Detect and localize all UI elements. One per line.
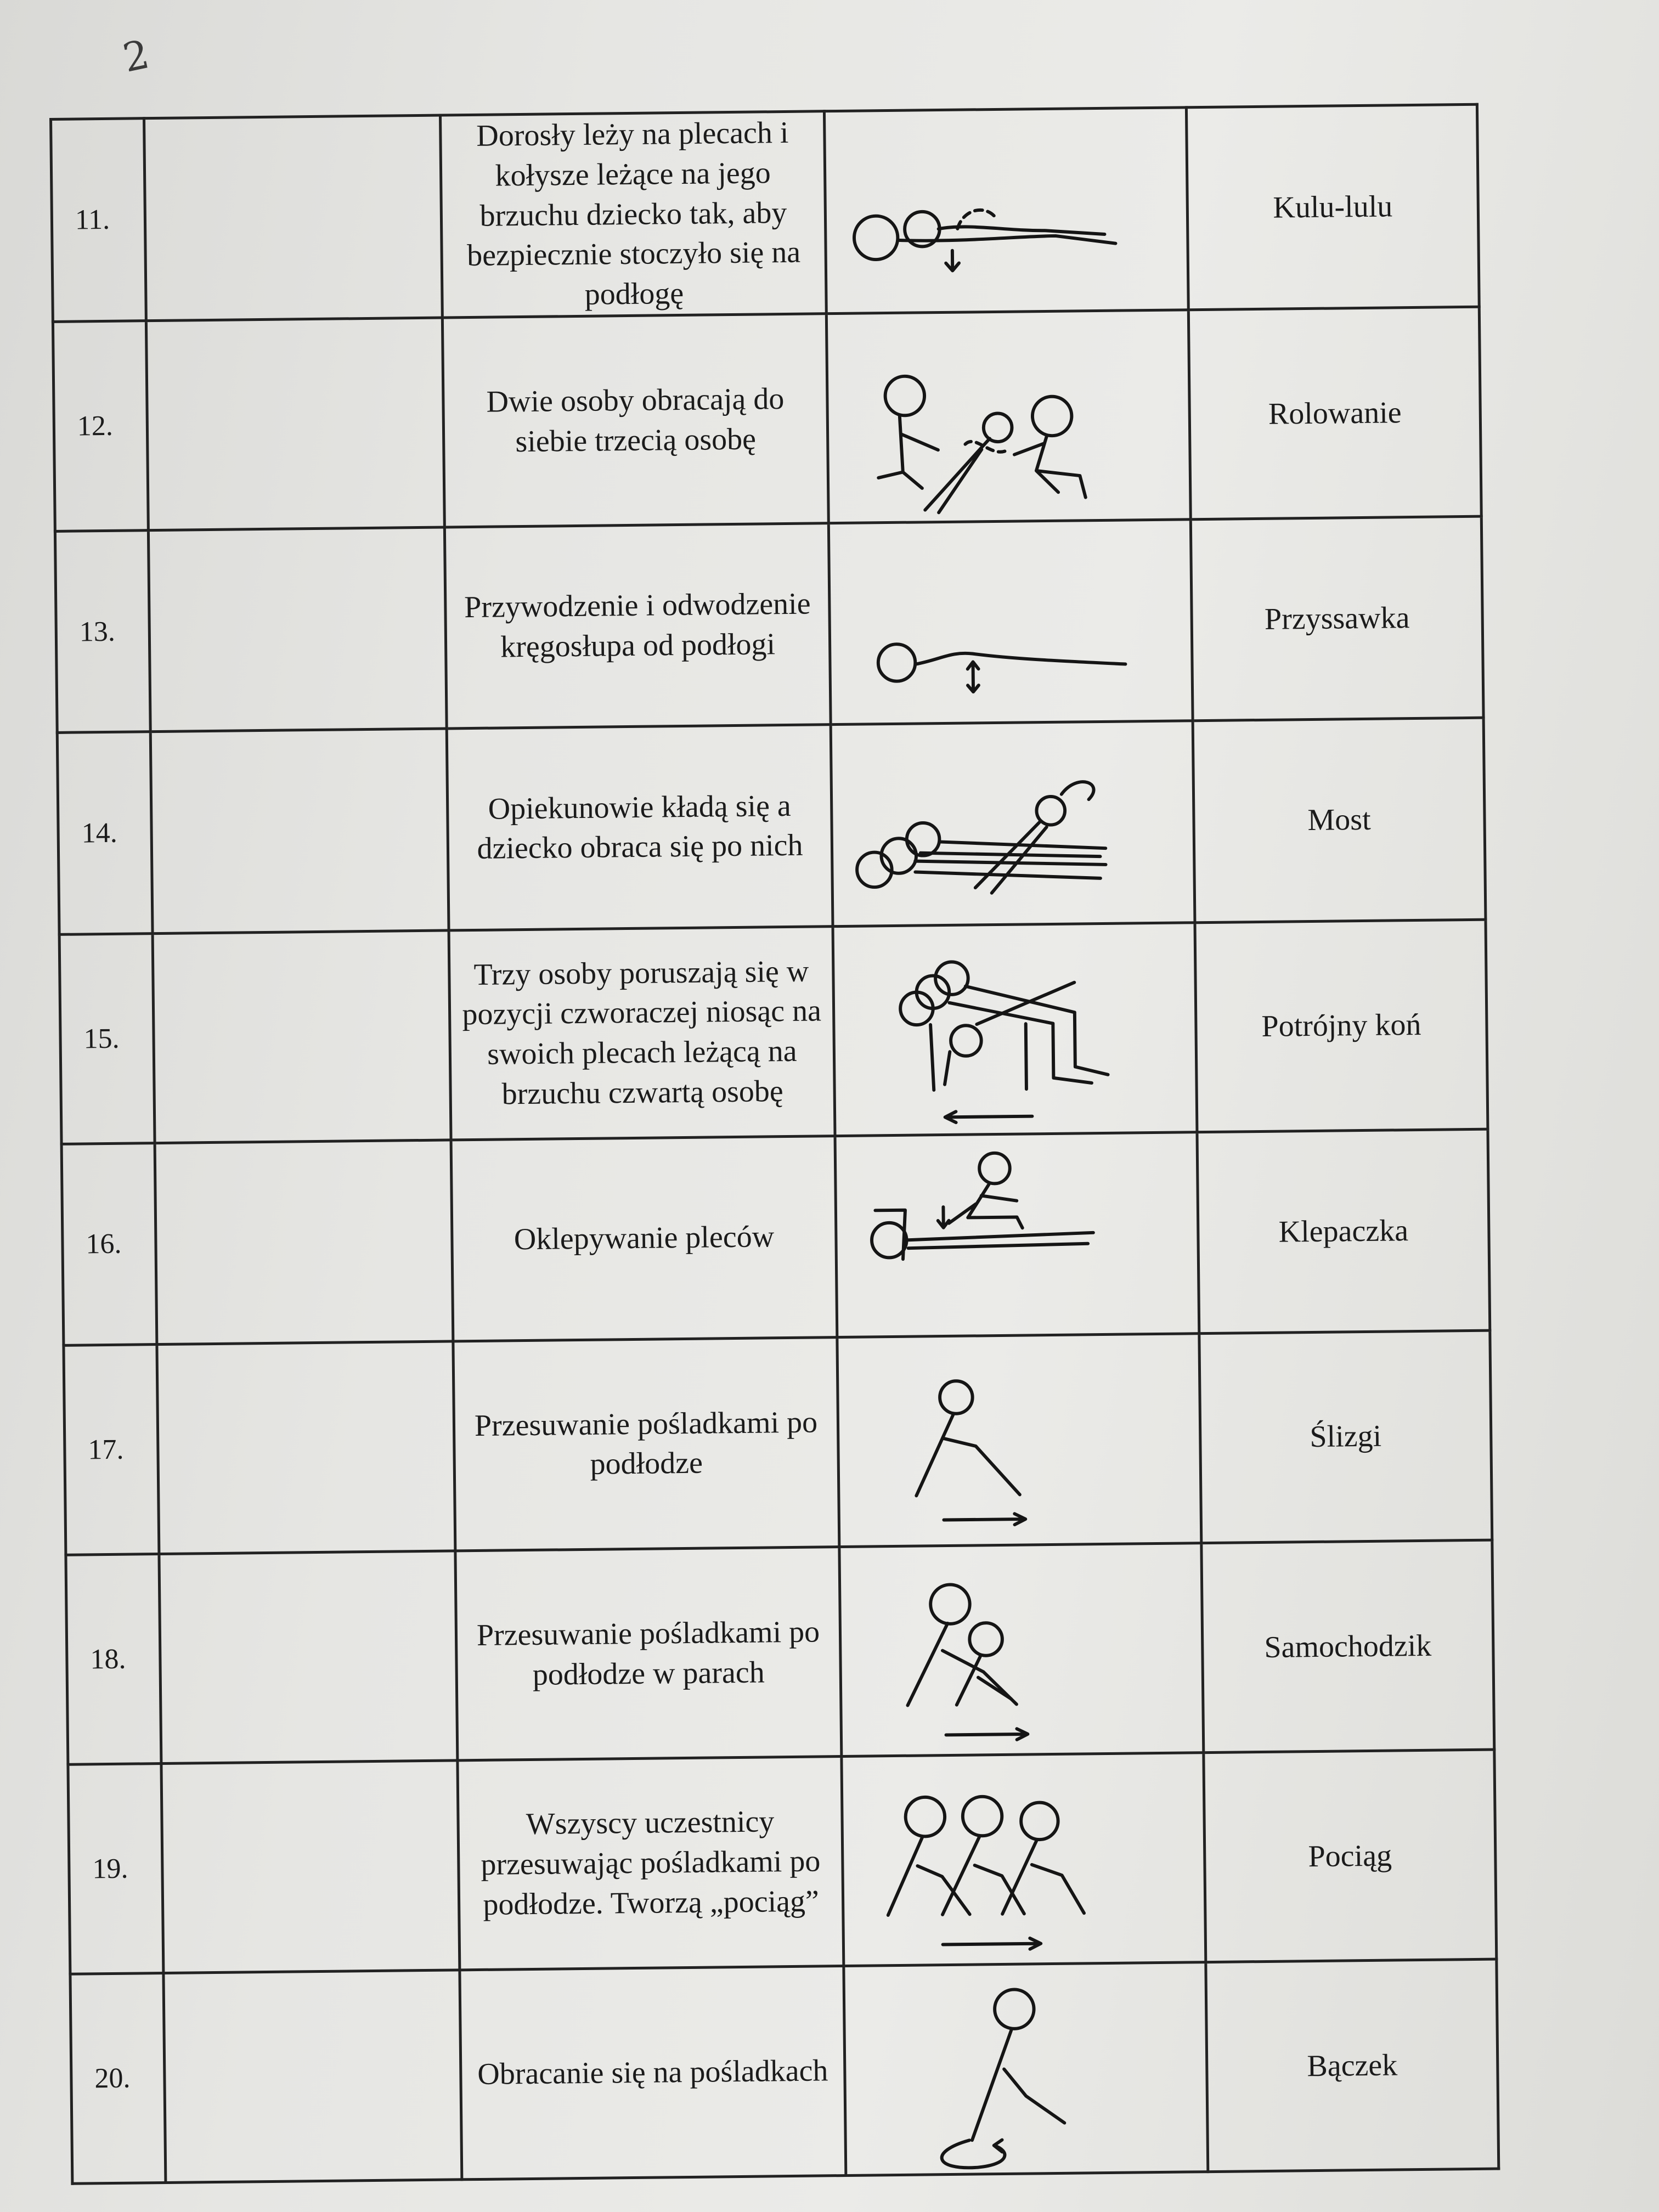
- exercise-description: Opiekunowie kładą się a dziecko obraca się po nich: [447, 725, 833, 930]
- exercise-name: Rolowanie: [1188, 307, 1481, 520]
- exercise-description: Oklepywanie pleców: [451, 1136, 837, 1341]
- buttock-slide-icon: [837, 1334, 1201, 1547]
- table-row: [51, 104, 1480, 321]
- empty-cell: [163, 1970, 462, 2183]
- back-patting-icon: [835, 1132, 1199, 1337]
- row-number: 19.: [68, 1764, 163, 1974]
- exercise-description: Obracanie się na pośladkach: [460, 1966, 846, 2180]
- exercise-name: Most: [1193, 718, 1486, 923]
- exercise-name: Pociąg: [1204, 1750, 1497, 1962]
- exercise-name: Kulu-lulu: [1186, 104, 1479, 310]
- table-row: [57, 718, 1486, 934]
- row-number: 14.: [57, 732, 153, 934]
- exercise-name: Potrójny koń: [1195, 919, 1488, 1132]
- table-row: [64, 1330, 1492, 1555]
- table-row: [68, 1750, 1497, 1974]
- exercise-name: Przyssawka: [1190, 516, 1483, 721]
- buttock-spin-icon: [844, 1962, 1208, 2176]
- exercise-description: Trzy osoby poruszają się w pozycji czworaczej niosąc na swoich plecach leżącą na brzuchu czwartą osobę: [449, 926, 835, 1139]
- empty-cell: [150, 729, 449, 933]
- pair-buttock-slide-icon: [839, 1543, 1204, 1757]
- empty-cell: [155, 1140, 453, 1345]
- exercise-description: Dwie osoby obracają do siebie trzecią osobę: [442, 314, 828, 527]
- lying-spine-lift-icon: [828, 520, 1193, 725]
- row-number: 18.: [66, 1554, 161, 1765]
- table-row: [55, 516, 1483, 732]
- empty-cell: [161, 1760, 460, 1973]
- exercise-description: Wszyscy uczestnicy przesuwając pośladkami po podłodze. Tworzą „pociąg”: [458, 1757, 844, 1970]
- empty-cell: [148, 527, 447, 732]
- table-row: [70, 1959, 1499, 2183]
- child-rolling-over-carers-icon: [831, 721, 1195, 926]
- empty-cell: [153, 930, 451, 1143]
- empty-cell: [159, 1551, 458, 1764]
- exercise-name: Bączek: [1206, 1959, 1499, 2172]
- row-number: 12.: [53, 321, 148, 532]
- exercise-description: Przesuwanie pośladkami po podłodze w parach: [455, 1547, 842, 1760]
- empty-cell: [157, 1341, 455, 1554]
- three-crawling-carrying-icon: [833, 922, 1197, 1136]
- exercise-description: Dorosły leży na plecach i kołysze leżące na jego brzuchu dziecko tak, aby bezpiecznie stoczyło się na podłogę: [440, 111, 826, 318]
- row-number: 15.: [59, 933, 155, 1144]
- row-number: 11.: [51, 119, 146, 322]
- table-row: [61, 1129, 1490, 1345]
- table-row: [66, 1540, 1494, 1764]
- row-number: 17.: [64, 1344, 159, 1555]
- empty-cell: [146, 318, 444, 531]
- row-number: 13.: [55, 531, 150, 733]
- page-corner-mark: 2: [119, 31, 154, 81]
- row-number: 20.: [70, 1973, 166, 2184]
- exercise-name: Ślizgi: [1199, 1330, 1492, 1543]
- table-row: [59, 919, 1488, 1144]
- group-train-slide-icon: [842, 1753, 1206, 1966]
- table-row: [53, 307, 1481, 531]
- exercise-description: Przywodzenie i odwodzenie kręgosłupa od podłogi: [444, 523, 831, 729]
- exercise-table: [49, 103, 1500, 2185]
- exercise-table-sheet: [49, 103, 1497, 2098]
- empty-cell: [144, 115, 443, 321]
- two-people-rolling-third-icon: [826, 310, 1190, 523]
- adult-lying-child-rolling-icon: [824, 108, 1188, 314]
- exercise-description: Przesuwanie pośladkami po podłodze: [453, 1337, 839, 1550]
- exercise-name: Klepaczka: [1197, 1129, 1490, 1334]
- exercise-name: Samochodzik: [1201, 1540, 1494, 1753]
- row-number: 16.: [61, 1143, 157, 1345]
